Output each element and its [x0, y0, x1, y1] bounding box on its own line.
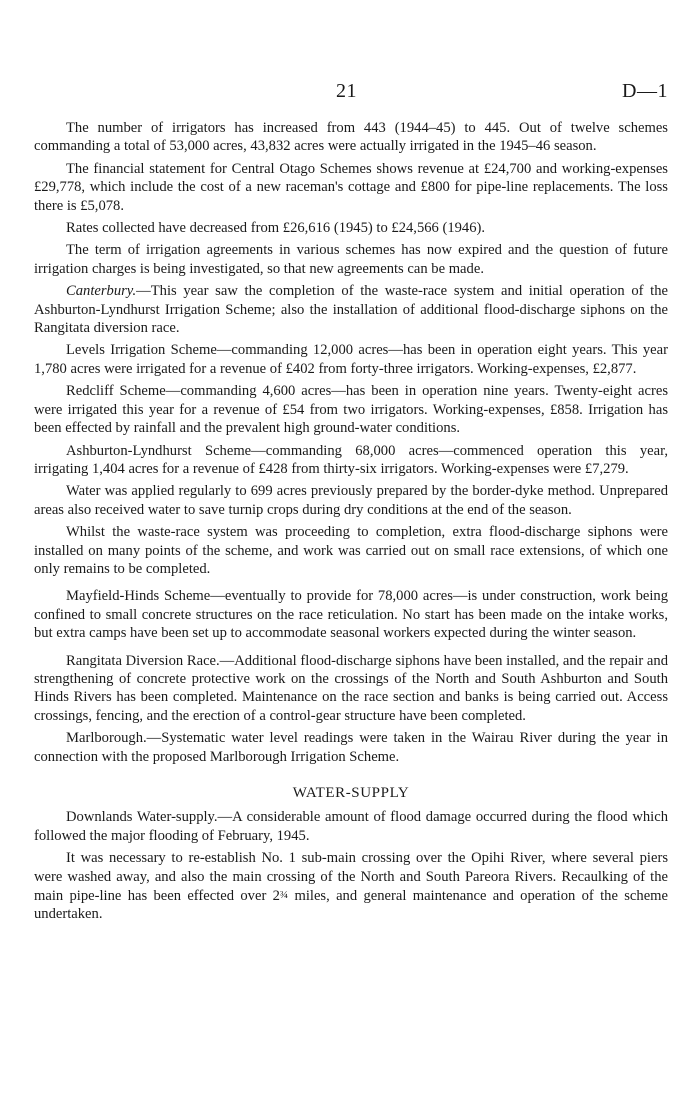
paragraph-marlborough: Marlborough.—Systematic water level readings were taken in the Wairau River during the year in connection with the proposed Marlborough Irrigation Scheme.	[34, 730, 668, 765]
paragraph-agreements: The term of irrigation agreements in various schemes has now expired and the question of future irrigation charges is being investigated, so that new agreements can be made.	[34, 242, 668, 277]
fraction-three-quarters: ¾	[279, 889, 289, 902]
paragraph-water-applied: Water was applied regularly to 699 acres previously prepared by the border-dyke method. Unprepared areas also received water to save turnip crops during dry conditions at the end of the season.	[34, 483, 668, 518]
page-number: 21	[336, 80, 357, 102]
body-text	[34, 119, 668, 928]
document-reference: D—1	[622, 80, 668, 102]
paragraph-opihi-crossing	[34, 849, 668, 924]
paragraph-opihi-text-2: miles, and general maintenance and operation of the scheme undertaken.	[34, 888, 668, 923]
page-header	[0, 80, 700, 106]
paragraph-levels-scheme: Levels Irrigation Scheme—commanding 12,000 acres—has been in operation eight years. This year 1,780 acres were irrigated for a revenue of £402 from forty-three irrigators. Working-expenses, £2,877.	[34, 342, 668, 377]
paragraph-ashburton-lyndhurst: Ashburton-Lyndhurst Scheme—commanding 68,000 acres—commenced operation this year, irrigating 1,404 acres for a revenue of £428 from thirty-six irrigators. Working-expenses were £7,279.	[34, 442, 668, 477]
paragraph-canterbury-body: —This year saw the completion of the waste-race system and initial operation of the Ashburton-Lyndhurst Irrigation Scheme; also the installation of additional flood-discharge siphons on the Rangitata diversion race.	[34, 283, 668, 337]
paragraph-canterbury	[34, 282, 668, 337]
paragraph-otago-finance: The financial statement for Central Otago Schemes shows revenue at £24,700 and working-expenses £29,778, which include the cost of a new raceman's cottage and £800 for pipe-line replacements. The loss there is £5,078.	[34, 160, 668, 214]
paragraph-irrigators: The number of irrigators has increased from 443 (1944–45) to 445. Out of twelve schemes commanding a total of 53,000 acres, 43,832 acres were actually irrigated in the 1945–46 season.	[34, 120, 668, 155]
section-heading-water-supply: WATER-SUPPLY	[292, 785, 410, 801]
paragraph-downlands: Downlands Water-supply.—A considerable amount of flood damage occurred during the flood which followed the major flooding of February, 1945.	[34, 809, 668, 844]
paragraph-rangitata-diversion: Rangitata Diversion Race.—Additional flood-discharge siphons have been installed, and the repair and strengthening of concrete protective work on the crossings of the North and South Ashburton and South Hinds Rivers has been completed. Maintenance on the race section and banks is being carried out. Access crossings, fencing, and the erection of a control-gear structure have been completed.	[34, 652, 668, 724]
paragraph-redcliff-scheme: Redcliff Scheme—commanding 4,600 acres—has been in operation nine years. Twenty-eight acres were irrigated this year for a revenue of £54 from two irrigators. Working-expenses, £858. Irrigation has been effected by rainfall and the prevalent high ground-water conditions.	[34, 383, 668, 437]
paragraph-mayfield-hinds: Mayfield-Hinds Scheme—eventually to provide for 78,000 acres—is under construction, work being confined to small concrete structures on the race reticulation. No start has been made on the intake works, but extra camps have been set up to accommodate seasonal workers expected during the winter season.	[34, 588, 668, 642]
paragraph-canterbury-lead: Canterbury.	[66, 283, 137, 300]
paragraph-opihi-text-1: It was necessary to re-establish No. 1 sub-main crossing over the Opihi River, where several piers were washed away, and also the main crossing of the North and South Pareora Rivers. Recaulking of the main pipe-line has been effected over 2	[34, 850, 668, 905]
paragraph-waste-race: Whilst the waste-race system was proceeding to completion, extra flood-discharge siphons were installed on many points of the scheme, and work was carried out on small race extensions, of which one only remains to be completed.	[34, 524, 668, 577]
paragraph-rates: Rates collected have decreased from £26,616 (1945) to £24,566 (1946).	[66, 220, 486, 237]
